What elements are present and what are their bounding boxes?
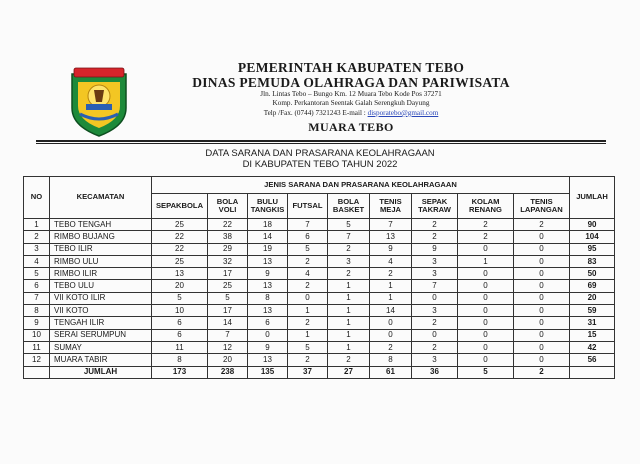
row-total: 50 <box>570 268 615 280</box>
facility-count: 0 <box>514 354 570 366</box>
header-no: NO <box>24 177 50 219</box>
facility-count: 7 <box>208 329 248 341</box>
facility-count: 1 <box>328 329 370 341</box>
kecamatan-name: TEBO ULU <box>50 280 152 292</box>
facility-count: 0 <box>514 292 570 304</box>
total-count: 27 <box>328 366 370 378</box>
facility-count: 0 <box>458 305 514 317</box>
facility-count: 2 <box>412 341 458 353</box>
facility-count: 0 <box>248 329 288 341</box>
facility-count: 13 <box>248 354 288 366</box>
facility-count: 2 <box>370 341 412 353</box>
facility-count: 20 <box>152 280 208 292</box>
facility-count: 5 <box>288 243 328 255</box>
facility-count: 7 <box>328 231 370 243</box>
agency-address: Jln. Lintas Tebo – Bungo Km. 12 Muara Tebo Kode Pos 37271 <box>260 90 442 98</box>
table-row <box>24 243 615 255</box>
kecamatan-name: RIMBO ULU <box>50 255 152 267</box>
facility-count: 13 <box>248 255 288 267</box>
facility-count: 20 <box>208 354 248 366</box>
facility-count: 0 <box>458 280 514 292</box>
row-number: 9 <box>24 317 50 329</box>
row-number: 12 <box>24 354 50 366</box>
row-total: 15 <box>570 329 615 341</box>
facility-count: 0 <box>458 292 514 304</box>
total-count: 5 <box>458 366 514 378</box>
table-body <box>24 219 615 379</box>
facility-count: 9 <box>412 243 458 255</box>
facility-count: 19 <box>248 243 288 255</box>
facility-count: 14 <box>370 305 412 317</box>
facility-count: 5 <box>328 219 370 231</box>
total-count: 173 <box>152 366 208 378</box>
row-total: 95 <box>570 243 615 255</box>
document-title-line1: DATA SARANA DAN PRASARANA KEOLAHRAGAAN <box>205 148 435 159</box>
facility-count: 3 <box>412 268 458 280</box>
header-column: TENIS MEJA <box>370 194 412 219</box>
table-row <box>24 255 615 267</box>
kecamatan-name: VII KOTO <box>50 305 152 317</box>
row-number: 4 <box>24 255 50 267</box>
facility-count: 1 <box>328 292 370 304</box>
total-label: JUMLAH <box>50 366 152 378</box>
facility-count: 2 <box>288 280 328 292</box>
facility-count: 0 <box>458 243 514 255</box>
facility-count: 1 <box>370 292 412 304</box>
row-total: 104 <box>570 231 615 243</box>
facility-count: 0 <box>288 292 328 304</box>
row-number: 3 <box>24 243 50 255</box>
facility-count: 5 <box>288 341 328 353</box>
table-row <box>24 305 615 317</box>
facility-count: 0 <box>370 329 412 341</box>
facility-count: 9 <box>248 268 288 280</box>
table-row <box>24 341 615 353</box>
table-row <box>24 280 615 292</box>
facility-count: 0 <box>458 329 514 341</box>
facility-count: 17 <box>208 305 248 317</box>
row-total: 59 <box>570 305 615 317</box>
facility-count: 14 <box>208 317 248 329</box>
letterhead-divider-thick <box>36 140 606 142</box>
kecamatan-name: TEBO ILIR <box>50 243 152 255</box>
facility-count: 1 <box>370 280 412 292</box>
facility-count: 4 <box>370 255 412 267</box>
header-kecamatan: KECAMATAN <box>50 177 152 219</box>
kecamatan-name: SUMAY <box>50 341 152 353</box>
facility-count: 0 <box>412 329 458 341</box>
facility-count: 4 <box>288 268 328 280</box>
facility-count: 5 <box>208 292 248 304</box>
kabupaten-tebo-emblem <box>66 64 132 138</box>
total-count: 2 <box>514 366 570 378</box>
kecamatan-name: RIMBO BUJANG <box>50 231 152 243</box>
facility-count: 0 <box>458 341 514 353</box>
facility-count: 2 <box>288 255 328 267</box>
facility-count: 0 <box>514 255 570 267</box>
letterhead-divider-thin <box>36 143 606 144</box>
total-count: 238 <box>208 366 248 378</box>
facility-count: 17 <box>208 268 248 280</box>
facility-count: 2 <box>412 231 458 243</box>
header-column: KOLAM RENANG <box>458 194 514 219</box>
facility-count: 1 <box>288 329 328 341</box>
facility-count: 2 <box>412 219 458 231</box>
row-total: 31 <box>570 317 615 329</box>
table-row <box>24 292 615 304</box>
total-count: 135 <box>248 366 288 378</box>
header-column: FUTSAL <box>288 194 328 219</box>
header-jumlah: JUMLAH <box>570 177 615 219</box>
facility-count: 0 <box>514 329 570 341</box>
facility-count: 1 <box>328 317 370 329</box>
facility-count: 0 <box>514 280 570 292</box>
facility-count: 2 <box>370 268 412 280</box>
total-row-blank <box>24 366 50 378</box>
total-count: 61 <box>370 366 412 378</box>
row-total: 83 <box>570 255 615 267</box>
header-column: BULU TANGKIS <box>248 194 288 219</box>
facility-count: 0 <box>514 268 570 280</box>
kecamatan-name: SERAI SERUMPUN <box>50 329 152 341</box>
table-row <box>24 354 615 366</box>
facility-count: 25 <box>208 280 248 292</box>
kecamatan-name: MUARA TABIR <box>50 354 152 366</box>
facility-count: 0 <box>458 354 514 366</box>
header-column: SEPAK TAKRAW <box>412 194 458 219</box>
facility-count: 2 <box>412 317 458 329</box>
facility-count: 0 <box>412 292 458 304</box>
total-count: 37 <box>288 366 328 378</box>
row-total: 42 <box>570 341 615 353</box>
contact-email-link[interactable]: disporatebo@gmail.com <box>367 108 439 117</box>
facility-count: 0 <box>458 317 514 329</box>
facility-count: 13 <box>248 280 288 292</box>
facility-count: 2 <box>328 268 370 280</box>
facility-count: 13 <box>370 231 412 243</box>
header-column: BOLA VOLI <box>208 194 248 219</box>
facility-count: 1 <box>328 305 370 317</box>
letterhead <box>186 60 516 134</box>
facility-count: 8 <box>248 292 288 304</box>
row-number: 2 <box>24 231 50 243</box>
facility-count: 0 <box>370 317 412 329</box>
facility-count: 2 <box>514 219 570 231</box>
facility-count: 1 <box>288 305 328 317</box>
total-count: 36 <box>412 366 458 378</box>
facility-count: 3 <box>412 255 458 267</box>
facility-count: 1 <box>328 280 370 292</box>
header-column: SEPAKBOLA <box>152 194 208 219</box>
facility-count: 13 <box>152 268 208 280</box>
facility-count: 8 <box>370 354 412 366</box>
table-row <box>24 317 615 329</box>
facility-count: 1 <box>458 255 514 267</box>
facility-count: 0 <box>514 243 570 255</box>
facility-count: 6 <box>248 317 288 329</box>
contact-phone: Telp /Fax. (0744) 7321243 E-mail : <box>263 108 368 117</box>
facility-count: 22 <box>152 231 208 243</box>
agency-contact <box>186 109 516 118</box>
table-row <box>24 231 615 243</box>
table-row <box>24 268 615 280</box>
agency-city: MUARA TEBO <box>308 120 394 135</box>
facility-count: 29 <box>208 243 248 255</box>
facility-count: 0 <box>514 231 570 243</box>
kecamatan-name: VII KOTO ILIR <box>50 292 152 304</box>
facility-count: 9 <box>248 341 288 353</box>
sports-facility-table <box>23 176 615 379</box>
facility-count: 3 <box>328 255 370 267</box>
document-title <box>150 148 490 170</box>
kecamatan-name: RIMBO ILIR <box>50 268 152 280</box>
facility-count: 38 <box>208 231 248 243</box>
facility-count: 6 <box>152 329 208 341</box>
facility-count: 1 <box>328 341 370 353</box>
row-number: 1 <box>24 219 50 231</box>
row-number: 7 <box>24 292 50 304</box>
facility-count: 7 <box>370 219 412 231</box>
row-number: 6 <box>24 280 50 292</box>
row-total: 56 <box>570 354 615 366</box>
facility-count: 2 <box>288 354 328 366</box>
kecamatan-name: TEBO TENGAH <box>50 219 152 231</box>
facility-count: 0 <box>514 341 570 353</box>
facility-count: 0 <box>458 268 514 280</box>
header-column: BOLA BASKET <box>328 194 370 219</box>
document-title-line2: DI KABUPATEN TEBO TAHUN 2022 <box>242 159 398 170</box>
facility-count: 32 <box>208 255 248 267</box>
facility-count: 2 <box>328 243 370 255</box>
total-row-blank-end <box>570 366 615 378</box>
row-total: 69 <box>570 280 615 292</box>
facility-count: 12 <box>208 341 248 353</box>
facility-count: 10 <box>152 305 208 317</box>
facility-count: 3 <box>412 354 458 366</box>
agency-name: DINAS PEMUDA OLAHRAGA DAN PARIWISATA <box>192 75 510 90</box>
table-row <box>24 219 615 231</box>
facility-count: 14 <box>248 231 288 243</box>
government-name: PEMERINTAH KABUPATEN TEBO <box>237 60 465 75</box>
facility-count: 3 <box>412 305 458 317</box>
row-number: 10 <box>24 329 50 341</box>
row-total: 90 <box>570 219 615 231</box>
facility-count: 22 <box>208 219 248 231</box>
facility-count: 7 <box>412 280 458 292</box>
kecamatan-name: TENGAH ILIR <box>50 317 152 329</box>
facility-count: 18 <box>248 219 288 231</box>
facility-count: 2 <box>458 219 514 231</box>
header-column: TENIS LAPANGAN <box>514 194 570 219</box>
facility-count: 22 <box>152 243 208 255</box>
table-row <box>24 329 615 341</box>
facility-count: 11 <box>152 341 208 353</box>
facility-count: 0 <box>514 305 570 317</box>
agency-complex: Komp. Perkantoran Seentak Galah Serengkuh Dayung <box>272 99 430 108</box>
facility-count: 25 <box>152 255 208 267</box>
facility-count: 2 <box>328 354 370 366</box>
facility-count: 6 <box>152 317 208 329</box>
facility-count: 0 <box>514 317 570 329</box>
facility-count: 25 <box>152 219 208 231</box>
row-number: 11 <box>24 341 50 353</box>
facility-count: 5 <box>152 292 208 304</box>
facility-count: 9 <box>370 243 412 255</box>
facility-count: 2 <box>288 317 328 329</box>
facility-count: 2 <box>458 231 514 243</box>
header-facility-group: JENIS SARANA DAN PRASARANA KEOLAHRAGAAN <box>152 177 570 194</box>
facility-count: 6 <box>288 231 328 243</box>
total-row <box>24 366 615 378</box>
facility-count: 8 <box>152 354 208 366</box>
row-number: 5 <box>24 268 50 280</box>
row-total: 20 <box>570 292 615 304</box>
facility-count: 7 <box>288 219 328 231</box>
row-number: 8 <box>24 305 50 317</box>
facility-count: 13 <box>248 305 288 317</box>
